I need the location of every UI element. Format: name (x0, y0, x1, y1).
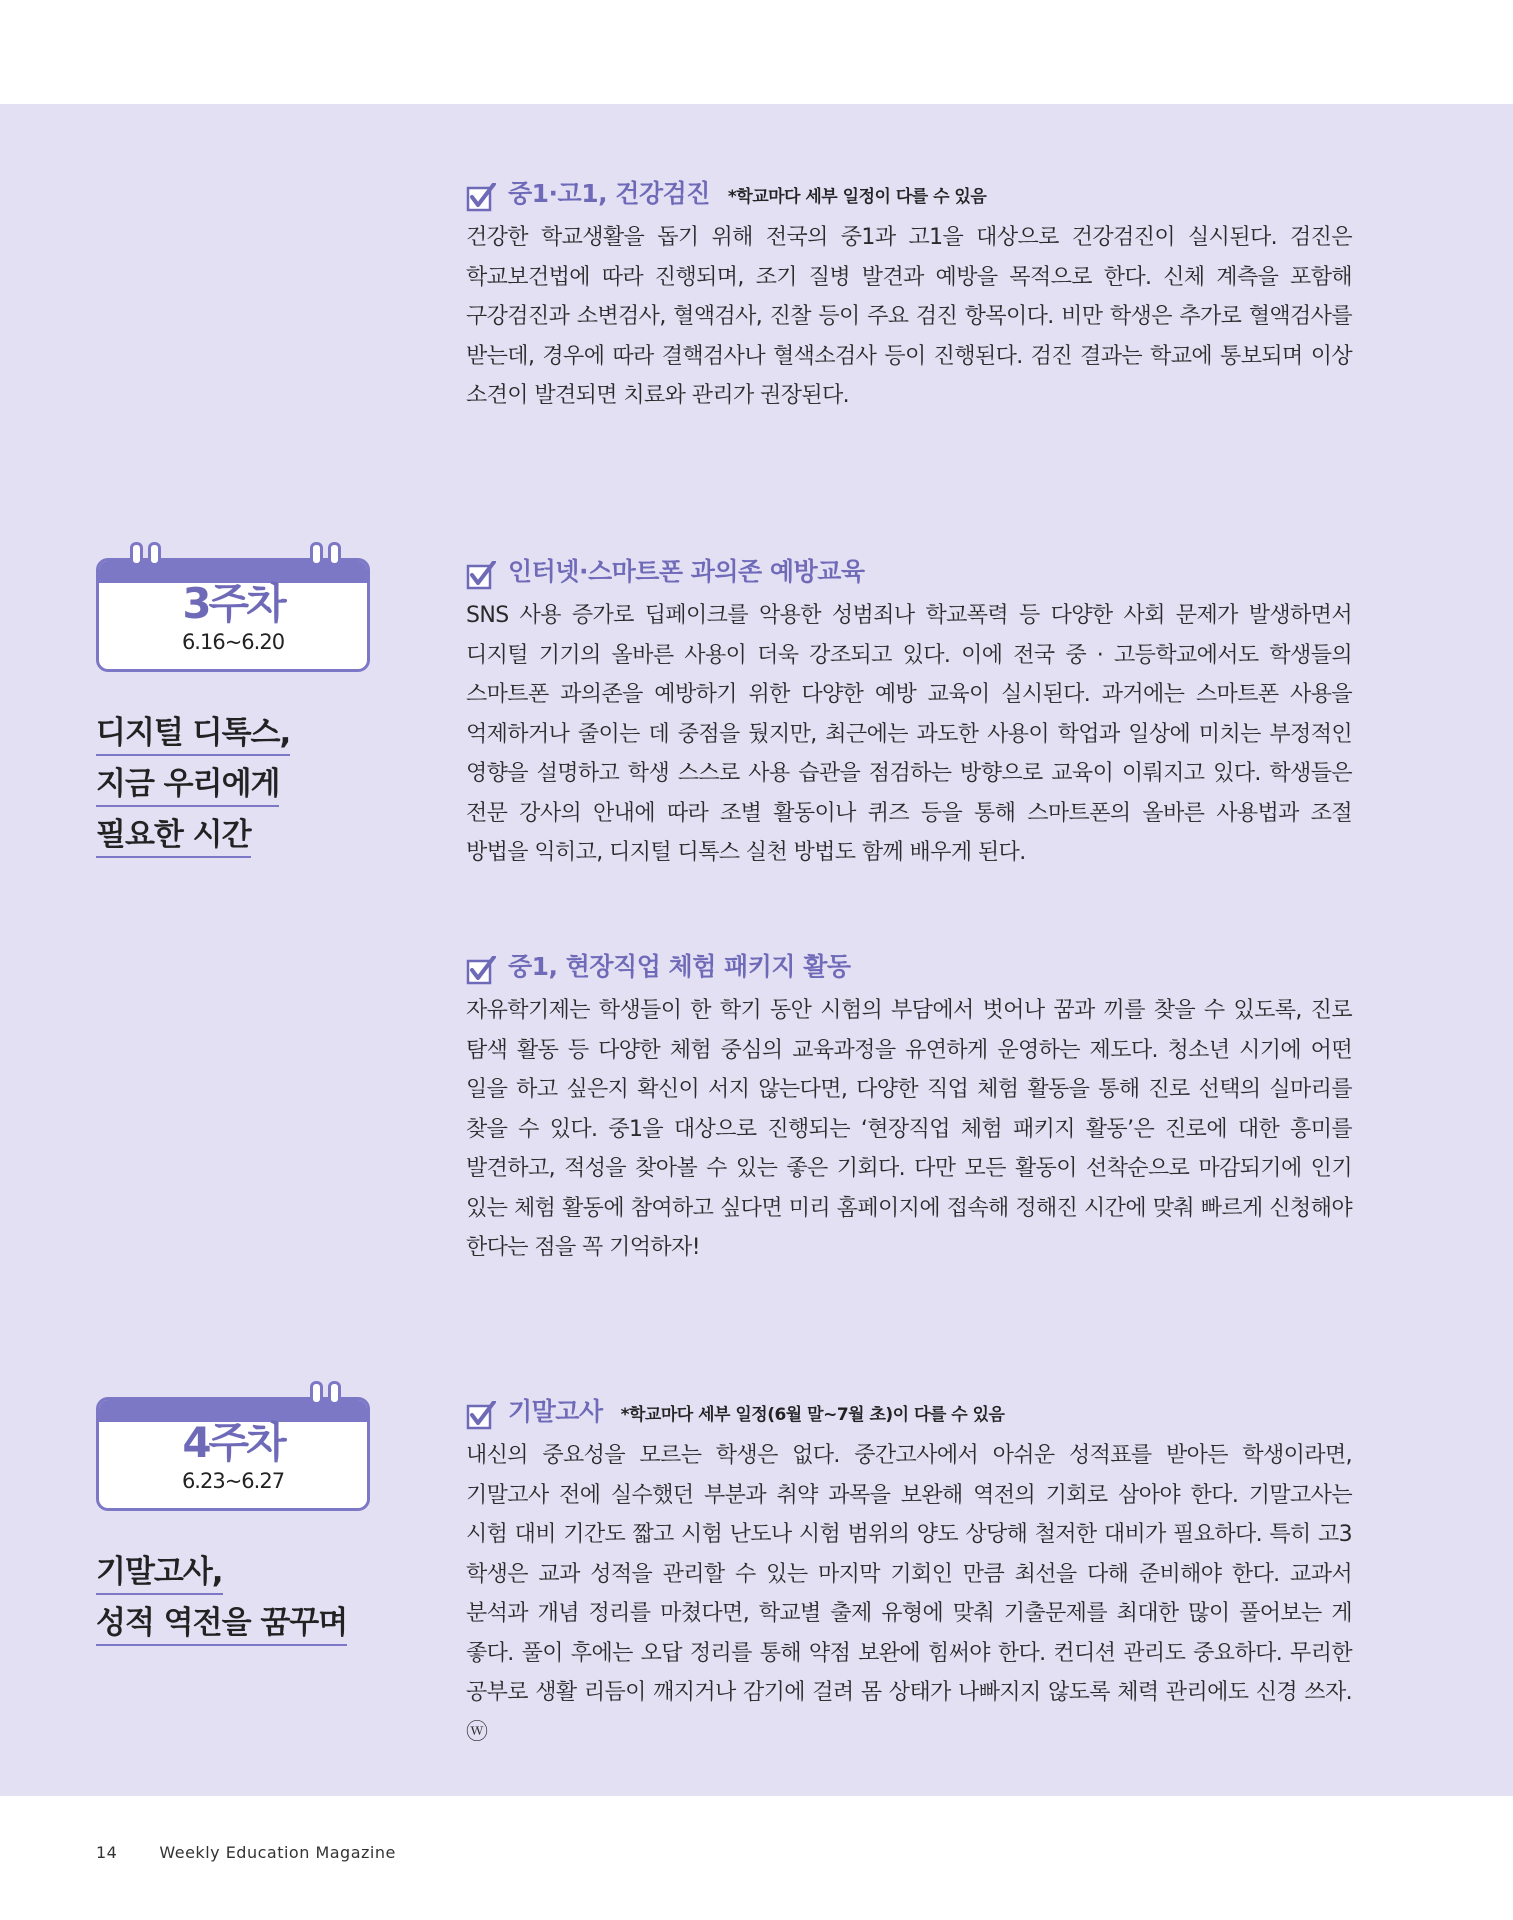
magazine-name: Weekly Education Magazine (159, 1843, 396, 1862)
section-smartphone-education (466, 552, 1352, 873)
week-dates: 6.16~6.20 (181, 630, 285, 654)
week-title-line: 지금 우리에게 (96, 765, 279, 807)
section-body: 건강한 학교생활을 돕기 위해 전국의 중1과 고1을 대상으로 건강검진이 실시된다. 검진은 학교보건법에 따라 진행되며, 조기 질병 발견과 예방을 목적으로 한다. 신체 계측을 포함해 구강검진과 소변검사, 혈액검사, 진찰 등이 주요 검진 항목이다. 비만 학생은 추가로 혈액검사를 받는데, 경우에 따라 결핵검사나 혈색소검사 등이 진행된다. 검진 결과는 학교에 통보되며 이상 소견이 발견되면 치료와 관리가 권장된다. (466, 225, 1352, 408)
section-title: 인터넷·스마트폰 과의존 예방교육 (508, 557, 865, 586)
checkbox-check-icon (466, 956, 496, 986)
section-title: 기말고사 (508, 1397, 603, 1426)
week-label: 4주차 (182, 1418, 284, 1467)
week-4-title (96, 1553, 347, 1655)
week-title-line: 필요한 시간 (96, 816, 251, 858)
section-final-exam (466, 1392, 1352, 1752)
section-body: 자유학기제는 학생들이 한 학기 동안 시험의 부담에서 벗어나 꿈과 끼를 찾을 수 있도록, 진로 탐색 활동 등 다양한 체험 중심의 교육과정을 유연하게 운영하는 제도다. 청소년 시기에 어떤 일을 하고 싶은지 확신이 서지 않는다면, 다양한 직업 체험 활동을 통해 진로 선택의 실마리를 찾을 수 있다. 중1을 대상으로 진행되는 ‘현장직업 체험 패키지 활동’은 진로에 대한 흥미를 발견하고, 적성을 찾아볼 수 있는 좋은 기회다. 다만 모든 활동이 선착순으로 마감되기에 인기 있는 체험 활동에 참여하고 싶다면 미리 홈페이지에 접속해 정해진 시간에 맞춰 빠르게 신청해야 한다는 점을 꼭 기억하자! (466, 998, 1352, 1260)
page-number: 14 (96, 1843, 118, 1862)
week-title-line: 기말고사, (96, 1553, 223, 1595)
section-career-experience (466, 947, 1352, 1268)
section-note: *학교마다 세부 일정이 다를 수 있음 (727, 187, 987, 207)
checkbox-check-icon (466, 561, 496, 591)
week-dates: 6.23~6.27 (181, 1469, 285, 1493)
section-body: 내신의 중요성을 모르는 학생은 없다. 중간고사에서 아쉬운 성적표를 받아든 학생이라면, 기말고사 전에 실수했던 부분과 취약 과목을 보완해 역전의 기회로 삼아야 한다. 기말고사는 시험 대비 기간도 짧고 시험 난도나 시험 범위의 양도 상당해 철저한 대비가 필요하다. 특히 고3 학생은 교과 성적을 관리할 수 있는 마지막 기회인 만큼 최선을 다해 준비해야 한다. 교과서 분석과 개념 정리를 마쳤다면, 학교별 출제 유형에 맞춰 기출문제를 최대한 많이 풀어보는 게 좋다. 풀이 후에는 오답 정리를 통해 약점 보완에 힘써야 한다. 컨디션 관리도 중요하다. 무리한 공부로 생활 리듬이 깨지거나 감기에 걸려 몸 상태가 나빠지지 않도록 체력 관리에도 신경 쓰자. ⓦ (466, 1443, 1352, 1745)
week-label: 3주차 (182, 579, 284, 628)
section-health-checkup (466, 174, 1352, 416)
calendar-week-3 (96, 542, 368, 672)
checkbox-check-icon (466, 183, 496, 213)
checkbox-check-icon (466, 1401, 496, 1431)
week-title-line: 성적 역전을 꿈꾸며 (96, 1604, 347, 1646)
section-body: SNS 사용 증가로 딥페이크를 악용한 성범죄나 학교폭력 등 다양한 사회 문제가 발생하면서 디지털 기기의 올바른 사용이 더욱 강조되고 있다. 이에 전국 중 · 고등학교에서도 학생들의 스마트폰 과의존을 예방하기 위한 다양한 예방 교육이 실시된다. 과거에는 스마트폰 사용을 억제하거나 줄이는 데 중점을 뒀지만, 최근에는 과도한 사용이 학업과 일상에 미치는 부정적인 영향을 설명하고 학생 스스로 사용 습관을 점검하는 방향으로 교육이 이뤄지고 있다. 학생들은 전문 강사의 안내에 따라 조별 활동이나 퀴즈 등을 통해 스마트폰의 올바른 사용법과 조절 방법을 익히고, 디지털 디톡스 실천 방법도 함께 배우게 된다. (466, 603, 1352, 865)
calendar-week-4 (96, 1381, 368, 1511)
section-note: *학교마다 세부 일정(6월 말~7월 초)이 다를 수 있음 (620, 1405, 1005, 1425)
section-title: 중1·고1, 건강검진 (508, 179, 710, 208)
page-footer (96, 1843, 438, 1862)
section-title: 중1, 현장직업 체험 패키지 활동 (508, 952, 851, 981)
week-3-title (96, 714, 290, 867)
week-title-line: 디지털 디톡스, (96, 714, 290, 756)
